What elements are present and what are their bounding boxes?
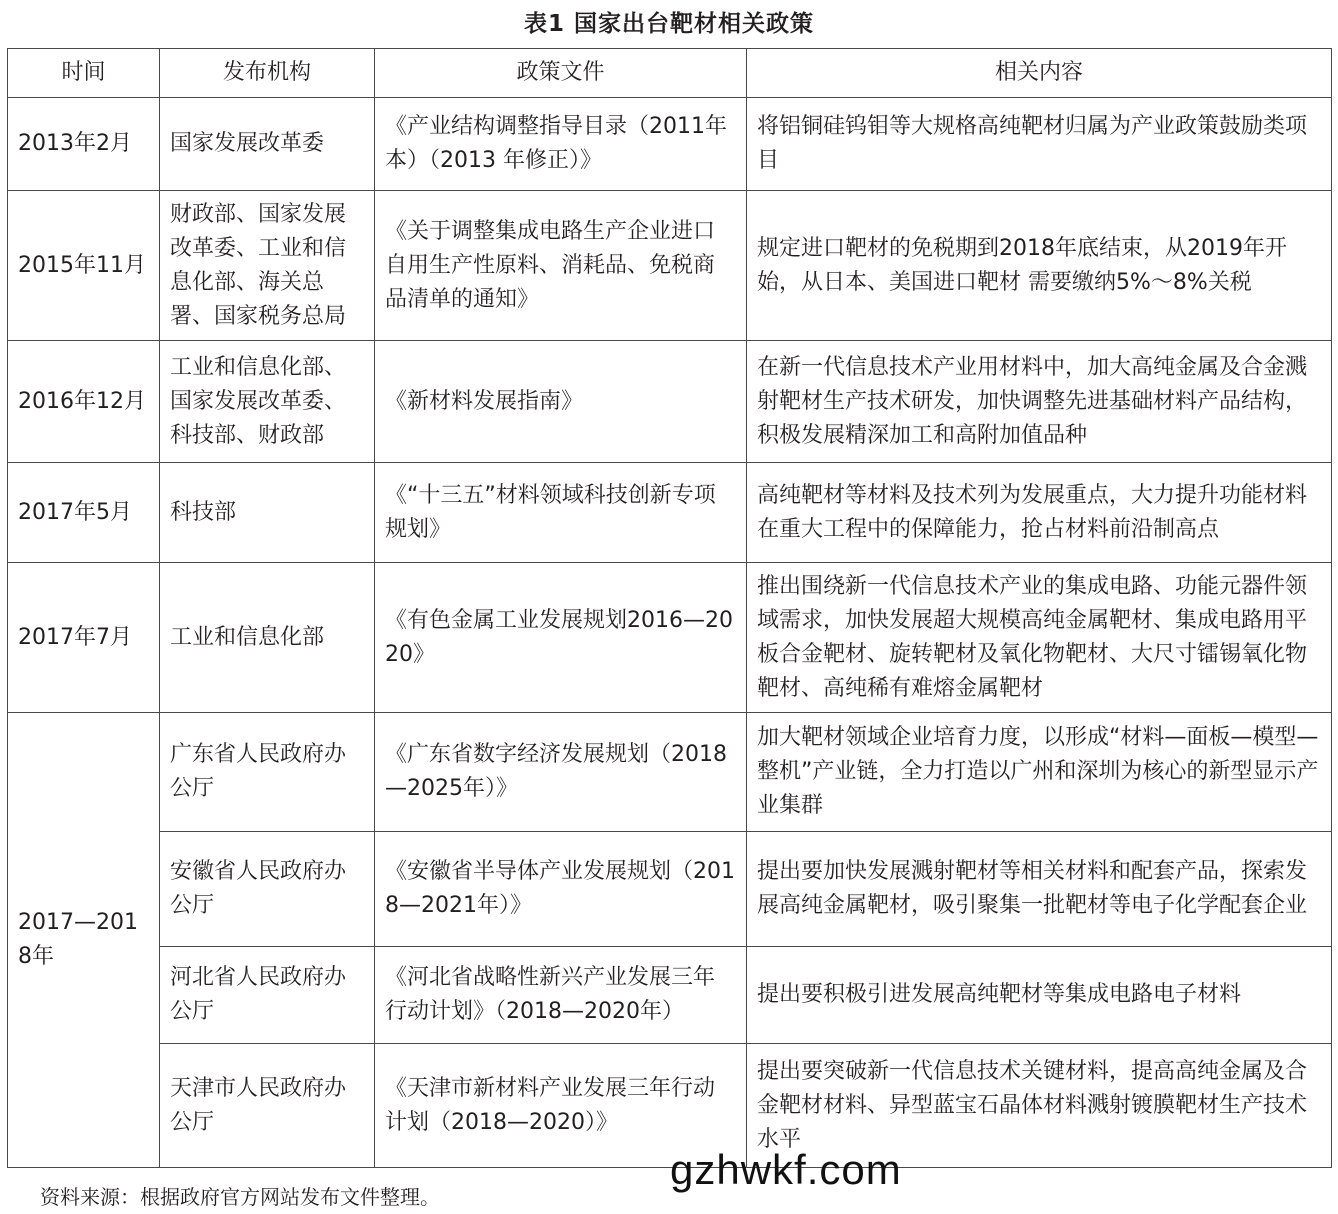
table-row	[8, 713, 1332, 832]
table-row	[8, 191, 1332, 341]
cell-time: 2017年5月	[8, 463, 160, 563]
cell-content: 高纯靶材等材料及技术列为发展重点，大力提升功能材料在重大工程中的保障能力，抢占材料前沿制高点	[747, 463, 1332, 563]
source-note: 资料来源：根据政府官方网站发布文件整理。	[40, 1185, 440, 1209]
table-row	[8, 463, 1332, 563]
cell-policy: 《安徽省半导体产业发展规划（2018—2021年）》	[375, 832, 747, 947]
cell-policy: 《产业结构调整指导目录（2011年本）（2013 年修正）》	[375, 98, 747, 191]
table-row	[8, 341, 1332, 463]
watermark: gzhwkf.com	[670, 1146, 902, 1193]
cell-policy: 《新材料发展指南》	[375, 341, 747, 463]
cell-time: 2016年12月	[8, 341, 160, 463]
cell-content: 规定进口靶材的免税期到2018年底结束，从2019年开始，从日本、美国进口靶材 需要缴纳5%～8%关税	[747, 191, 1332, 341]
cell-org: 河北省人民政府办公厅	[160, 947, 375, 1044]
table-row	[8, 98, 1332, 191]
table-row	[8, 947, 1332, 1044]
cell-time: 2013年2月	[8, 98, 160, 191]
cell-time: 2015年11月	[8, 191, 160, 341]
header-org: 发布机构	[160, 49, 375, 98]
cell-policy: 《有色金属工业发展规划2016—2020》	[375, 563, 747, 713]
cell-org: 国家发展改革委	[160, 98, 375, 191]
table-row	[8, 832, 1332, 947]
cell-org: 科技部	[160, 463, 375, 563]
cell-time-group: 2017—2018年	[8, 713, 160, 1168]
cell-org: 广东省人民政府办公厅	[160, 713, 375, 832]
cell-policy: 《天津市新材料产业发展三年行动计划（2018—2020）》	[375, 1044, 747, 1168]
cell-content: 将铝铜硅钨钼等大规格高纯靶材归属为产业政策鼓励类项目	[747, 98, 1332, 191]
cell-content: 推出围绕新一代信息技术产业的集成电路、功能元器件领域需求，加快发展超大规模高纯金属靶材、集成电路用平板合金靶材、旋转靶材及氧化物靶材、大尺寸镭锡氧化物靶材、高纯稀有难熔金属靶材	[747, 563, 1332, 713]
cell-content: 提出要突破新一代信息技术关键材料，提高高纯金属及合金靶材材料、异型蓝宝石晶体材料溅射镀膜靶材生产技术水平	[747, 1044, 1332, 1168]
cell-time: 2017年7月	[8, 563, 160, 713]
cell-content: 在新一代信息技术产业用材料中，加大高纯金属及合金溅射靶材生产技术研发，加快调整先进基础材料产品结构，积极发展精深加工和高附加值品种	[747, 341, 1332, 463]
cell-policy: 《关于调整集成电路生产企业进口自用生产性原料、消耗品、免税商品清单的通知》	[375, 191, 747, 341]
cell-policy: 《广东省数字经济发展规划（2018—2025年）》	[375, 713, 747, 832]
table-row	[8, 563, 1332, 713]
policy-table	[7, 48, 1332, 1168]
cell-policy: 《“十三五”材料领域科技创新专项规划》	[375, 463, 747, 563]
table-title: 表1 国家出台靶材相关政策	[523, 11, 814, 37]
cell-org: 财政部、国家发展改革委、工业和信息化部、海关总署、国家税务总局	[160, 191, 375, 341]
cell-org: 工业和信息化部、国家发展改革委、科技部、财政部	[160, 341, 375, 463]
cell-org: 天津市人民政府办公厅	[160, 1044, 375, 1168]
cell-org: 安徽省人民政府办公厅	[160, 832, 375, 947]
table-header-row	[8, 49, 1332, 98]
cell-org: 工业和信息化部	[160, 563, 375, 713]
cell-content: 加大靶材领域企业培育力度，以形成“材料—面板—模型—整机”产业链，全力打造以广州和深圳为核心的新型显示产业集群	[747, 713, 1332, 832]
cell-content: 提出要积极引进发展高纯靶材等集成电路电子材料	[747, 947, 1332, 1044]
header-time: 时间	[8, 49, 160, 98]
cell-content: 提出要加快发展溅射靶材等相关材料和配套产品，探索发展高纯金属靶材，吸引聚集一批靶材等电子化学配套企业	[747, 832, 1332, 947]
cell-policy: 《河北省战略性新兴产业发展三年行动计划》（2018—2020年）	[375, 947, 747, 1044]
header-content: 相关内容	[747, 49, 1332, 98]
header-policy: 政策文件	[375, 49, 747, 98]
